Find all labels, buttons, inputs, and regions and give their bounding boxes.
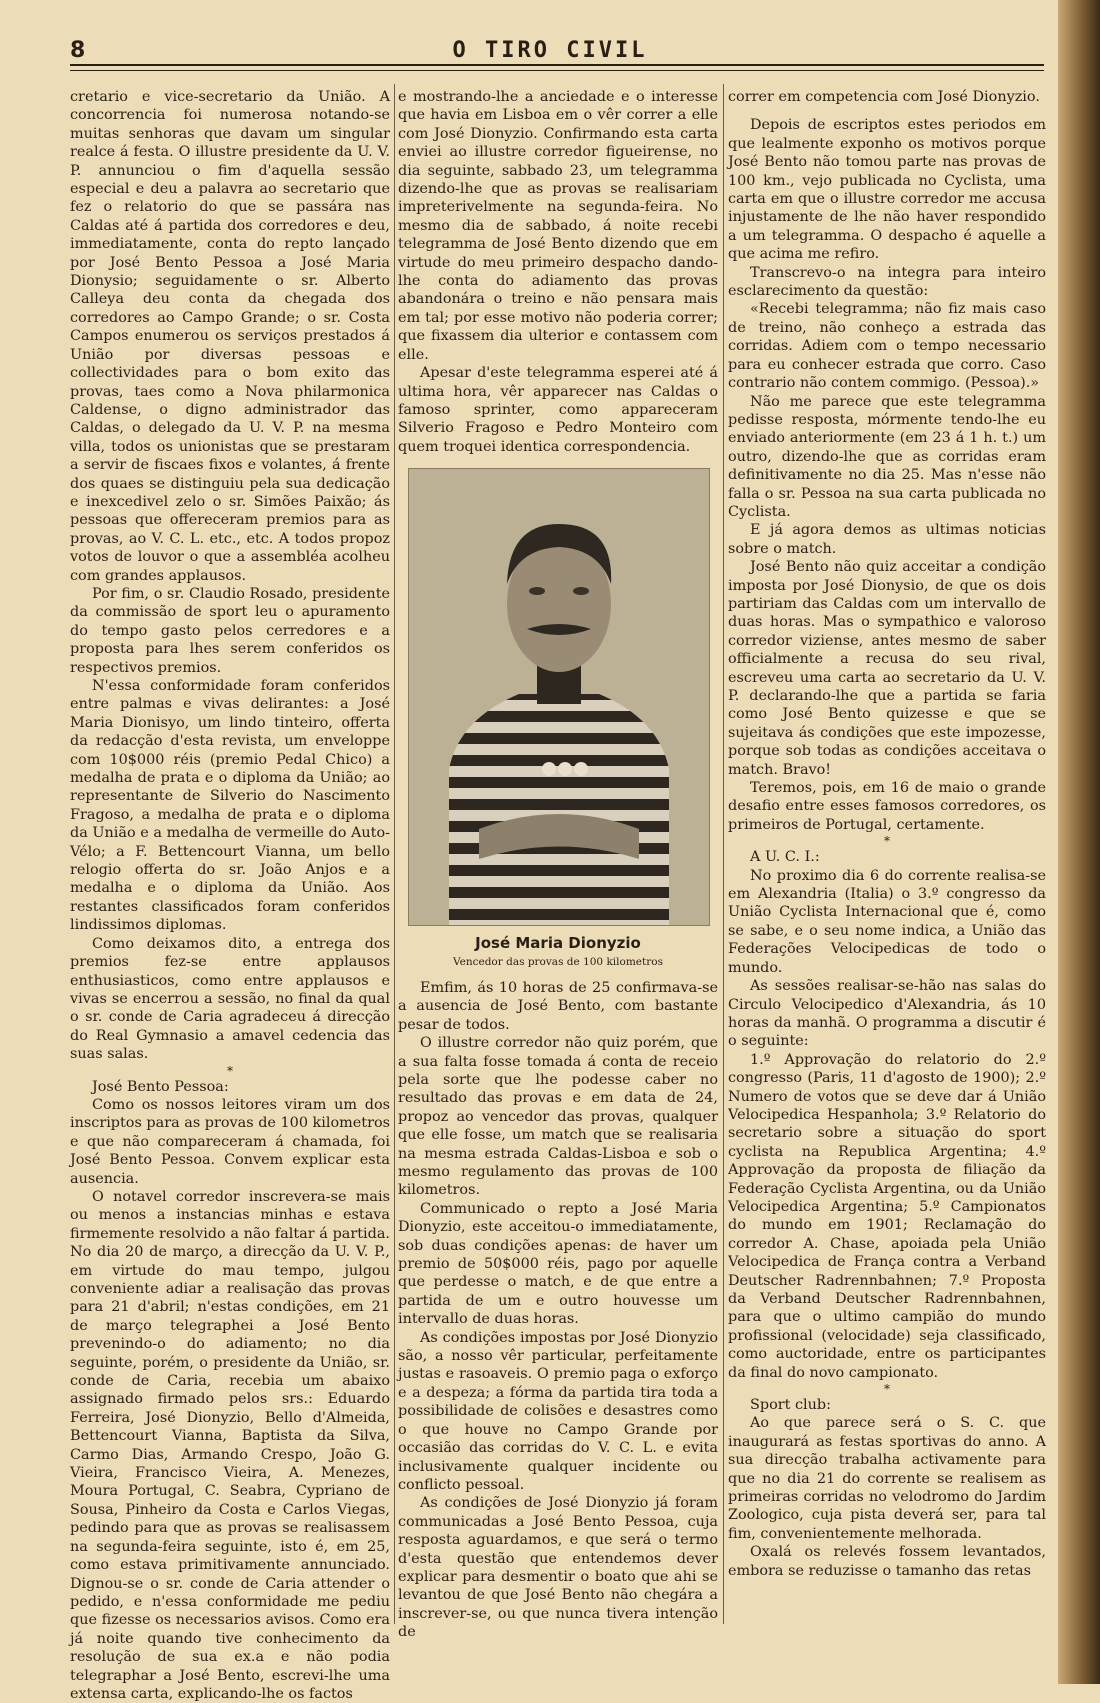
paragraph: Por fim, o sr. Claudio Rosado, presidente da commissão de sport leu o apuramento do tempo gasto pelos cerredores e a proposta para lhes serem conferidos os respectivos premios. <box>70 585 390 676</box>
column-3 <box>728 88 1046 1580</box>
paragraph: No proximo dia 6 do corrente realisa-se em Alexandria (Italia) o 3.º congresso da União Cyclista Internacional que é, como se sabe, e o seu nome indica, a União das Federações Velocipedicas de todo o mundo. <box>728 867 1046 976</box>
portrait-figure <box>408 468 708 971</box>
section-heading: Sport club: <box>750 1397 831 1414</box>
column-1 <box>70 88 390 1703</box>
paragraph: As condições impostas por José Dionyzio são, a nosso vêr particular, perfeitamente justas e rasoaveis. O premio paga o exforço e a despeza; a fórma da partida tira toda a possibilidade de colisões e desastres como o que houve no Campo Grande por occasião das corridas do V. C. L. e evita inclusivamente qualquer incidente ou conflicto pessoal. <box>398 1329 718 1493</box>
paragraph: Transcrevo-o na integra para inteiro esclarecimento da questão: <box>728 264 1046 300</box>
paragraph: As condições de José Dionyzio já foram communicadas a José Bento Pessoa, cuja resposta aguardamos, e que será o termo d'esta questão que entendemos dever explicar para desmentir o boato que ahi se levantou de que José Bento não chegára a inscrever-se, ou que nunca tivera intenção de <box>398 1495 718 1641</box>
paragraph: N'essa conformidade foram conferidos entre palmas e vivas delirantes: a José Maria Dionisyo, um lindo tinteiro, offerta da redacção d'esta revista, um enveloppe com 10$000 réis (premio Pedal Chico) a medalha de prata e o diploma da União; ao representante de Silverio do Nascimento Fragoso, a medalha de prata e o diploma da União e a medalha de vermeille do Auto-Vélo; a F. Bettencourt Vianna, um bello relogio offerta do sr. João Anjos e a medalha e o diploma da União. Aos restantes classificados foram conferidos lindissimos diplomas. <box>70 678 390 934</box>
page-edge-shadow <box>1058 0 1100 1684</box>
paragraph: Communicado o repto a José Maria Dionyzio, este acceitou-o immediatamente, sob duas condições apenas: de haver um premio de 50$000 réis, pago por aquelle que perdesse o match, e de que entre a partida de um e outro houvesse um intervallo de duas horas. <box>398 1200 718 1328</box>
header-rule-thin <box>70 70 1044 71</box>
paragraph: Emfim, ás 10 horas de 25 confirmava-se a ausencia de José Bento, com bastante pesar de todos. <box>398 979 718 1033</box>
figure-caption-name: José Maria Dionyzio <box>475 934 641 953</box>
quoted-telegram: «Recebi telegramma; não fiz mais caso de treino, não conheço a estrada das corridas. Adiem com o tempo necessario para eu conhecer estrada que corro. Caso contrario não contem commigo. (Pessoa).» <box>728 301 1046 392</box>
page-number: 8 <box>70 38 86 63</box>
paragraph: As sessões realisar-se-hão nas salas do Circulo Velocipedico d'Alexandria, ás 10 horas da manhã. O programma a discutir é o seguinte: <box>728 978 1046 1050</box>
paragraph: cretario e vice-secretario da União. A concorrencia foi numerosa notando-se muitas senhoras que davam um singular realce á festa. O illustre presidente da U. V. P. annunciou o fim d'aquella sessão especial e deu a palavra ao secretario que fez o relatorio do que se passára nas Caldas até á partida dos corredores e deu, immediatamente, conta do repto lançado por José Bento Pessoa a José Maria Dionysio; seguidamente o sr. Alberto Calleya deu conta da chegada dos corredores ao Campo Grande; o sr. Costa Campos enumerou os serviços prestados á União por diversas pessoas e collectividades para o bom exito das provas, taes como a Nova philarmonica Caldense, o digno administrador das Caldas, o delegado da U. V. P. na mesma villa, todos os unionistas que se prestaram a servir de fiscaes fixos e volantes, á frente dos quaes se distinguiu pela sua dedicação e inexcedivel zelo o sr. Simões Paixão; ás pessoas que offereceram premios para as provas, ao V. C. L. etc., etc. A todos propoz votos de louvor o que a assembléa acolheu com grandes applausos. <box>70 89 390 584</box>
paragraph: Oxalá os relevés fossem levantados, embora se reduzisse o tamanho das retas <box>728 1544 1046 1579</box>
column-divider <box>394 84 395 1624</box>
paragraph: Como os nossos leitores viram um dos inscriptos para as provas de 100 kilometros e que não compareceram á chamada, foi José Bento Pessoa. Convem explicar esta ausencia. <box>70 1096 391 1187</box>
section-heading: A U. C. I.: <box>750 849 820 866</box>
cyclist-portrait-illustration <box>409 469 709 925</box>
paragraph: Apesar d'este telegramma esperei até á ultima hora, vêr apparecer nas Caldas o famoso sprinter, como appareceram Silverio Fragoso e Pedro Monteiro com quem troquei identica correspondencia. <box>398 365 718 455</box>
paragraph: José Bento não quiz acceitar a condição imposta por José Dionysio, de que os dois partiriam das Caldas com um intervallo de duas horas. Mas o sympathico e valoroso corredor viziense, antes mesmo de saber officialmente a recusa do seu rival, escreveu uma carta ao secretario da U. V. P. declarando-lhe que a partida se faria como José Bento quizesse e que se sujeitava ás condições que este impozesse, porque sob todas as condições acceitava o match. Bravo! <box>728 559 1046 778</box>
column-divider <box>723 84 724 1624</box>
paragraph: e mostrando-lhe a anciedade e o interesse que havia em Lisboa em o vêr correr a elle com José Dionyzio. Confirmando esta carta enviei ao illustre corredor figueirense, no dia seguinte, sabbado 23, um telegramma dizendo-lhe que as provas se realisariam impreterivelmente na segunda-feira. No mesmo dia de sabbado, á noite recebi telegramma de José Bento dizendo que em virtude do meu primeiro despacho dando-lhe conta do adiamento das provas abandonára o treino e não pensara mais em tal; por esse motivo não poderia correr; que fixassem dia ulterior e contassem com elle. <box>398 89 718 363</box>
paragraph: Teremos, pois, em 16 de maio o grande desafio entre esses famosos corredores, os primeiros de Portugal, certamente. <box>728 780 1046 833</box>
paragraph: 1.º Approvação do relatorio do 2.º congresso (Paris, 11 d'agosto de 1900); 2.º Numero de votos que se deve dar á União Velocipedica Hespanhola; 3.º Relatorio do secretario sobre a situação do sport cyclista na Republica Argentina; 4.º Approvação da proposta de filiação da Federação Cyclista Argentina, ou da União Velocipedica Argentina; 5.º Campionatos do mundo em 1901; Reclamação do corredor A. Chase, apoiada pela União Velocipedica de França contra a Verband Deutscher Radrennbahnen; 7.º Proposta da Verband Deutscher Radrennbahnen, para que o ultimo campião do mundo profissional (velocidade) seja classificado, como auctoridade, entre os participantes da final do novo campionato. <box>728 1051 1046 1381</box>
paragraph: Depois de escriptos estes periodos em que lealmente exponho os motivos porque José Bento não tomou parte nas provas de 100 km., vejo publicada no Cyclista, uma carta em que o illustre corredor me accusa injustamente de lhe não haver respondido a um telegramma. O despacho é aquelle a que acima me refiro. <box>728 117 1046 263</box>
paragraph: correr em competencia com José Dionyzio. <box>728 89 1040 105</box>
paragraph: Ao que parece será o S. C. que inaugurará as festas sportivas do anno. A sua direcção trabalha activamente para que no dia 21 do corrente se realisem as primeiras corridas no velodromo do Jardim Zoologico, cuja pista deverá ser, para tal fim, convenientemente melhorada. <box>728 1415 1046 1542</box>
portrait-photo <box>408 468 710 926</box>
paragraph: O illustre corredor não quiz porém, que a sua falta fosse tomada á conta de receio pela sorte que lhe podesse caber no resultado das provas e em data de 24, propoz ao vencedor das provas, qualquer que elle fosse, um match que se realisaria na mesma estrada Caldas-Lisboa e sob o mesmo regulamento das provas de 100 kilometros. <box>398 1035 718 1199</box>
section-separator: * <box>884 834 890 849</box>
paragraph: Como deixamos dito, a entrega dos premios fez-se entre applausos enthusiasticos, como entre applausos e vivas se encerrou a sessão, no final da qual o sr. conde de Caria agradeceu á direcção do Real Gymnasio a amavel cedencia das suas salas. <box>70 935 390 1063</box>
column-2 <box>398 88 718 1642</box>
section-separator: * <box>227 1063 233 1078</box>
section-heading: José Bento Pessoa: <box>92 1078 229 1095</box>
masthead-title: O TIRO CIVIL <box>452 38 648 63</box>
paragraph: Não me parece que este telegramma pedisse resposta, mórmente tendo-lhe eu enviado anteriormente (em 23 á 1 h. t.) um outro, dizendo-lhe que as corridas eram definitivamente no dia 25. Mas n'esse não falla o sr. Pessoa na sua carta publicada no Cyclista. <box>728 393 1046 520</box>
paragraph: E já agora demos as ultimas noticias sobre o match. <box>728 522 1046 557</box>
section-separator: * <box>884 1382 890 1397</box>
paragraph: O notavel corredor inscrevera-se mais ou menos a instancias minhas e estava firmemente resolvido a não faltar á partida. No dia 20 de março, a direcção da U. V. P., em virtude do mau tempo, julgou conveniente adiar a realisação das provas para 21 d'abril; n'estas condições, em 21 de março telegraphei a José Bento prevenindo-o do adiamento; no dia seguinte, porém, o presidente da União, sr. conde de Caria, recebia um abaixo assignado firmado pelos srs.: Eduardo Ferreira, José Dionyzio, Bello d'Almeida, Bettencourt Vianna, Baptista da Silva, Carmo Dias, Armando Crespo, João G. Vieira, Francisco Vieira, A. Menezes, Moura Portugal, C. Seabra, Cypriano de Sousa, Pinheiro da Costa e Carlos Viegas, pedindo para que as provas se realisassem na segunda-feira seguinte, isto é, em 25, como estava primitivamente annunciado. Dignou-se o sr. conde de Caria attender o pedido, e n'essa conformidade me pediu que fizesse os necessarios avisos. Como era já noite quando tive conhecimento da resolução de sua ex.a e não podia telegraphar a José Bento, escrevi-lhe uma extensa carta, explicando-lhe os factos <box>70 1188 390 1702</box>
header-rule <box>70 64 1044 66</box>
figure-caption-subtitle: Vencedor das provas de 100 kilometros <box>453 955 663 968</box>
